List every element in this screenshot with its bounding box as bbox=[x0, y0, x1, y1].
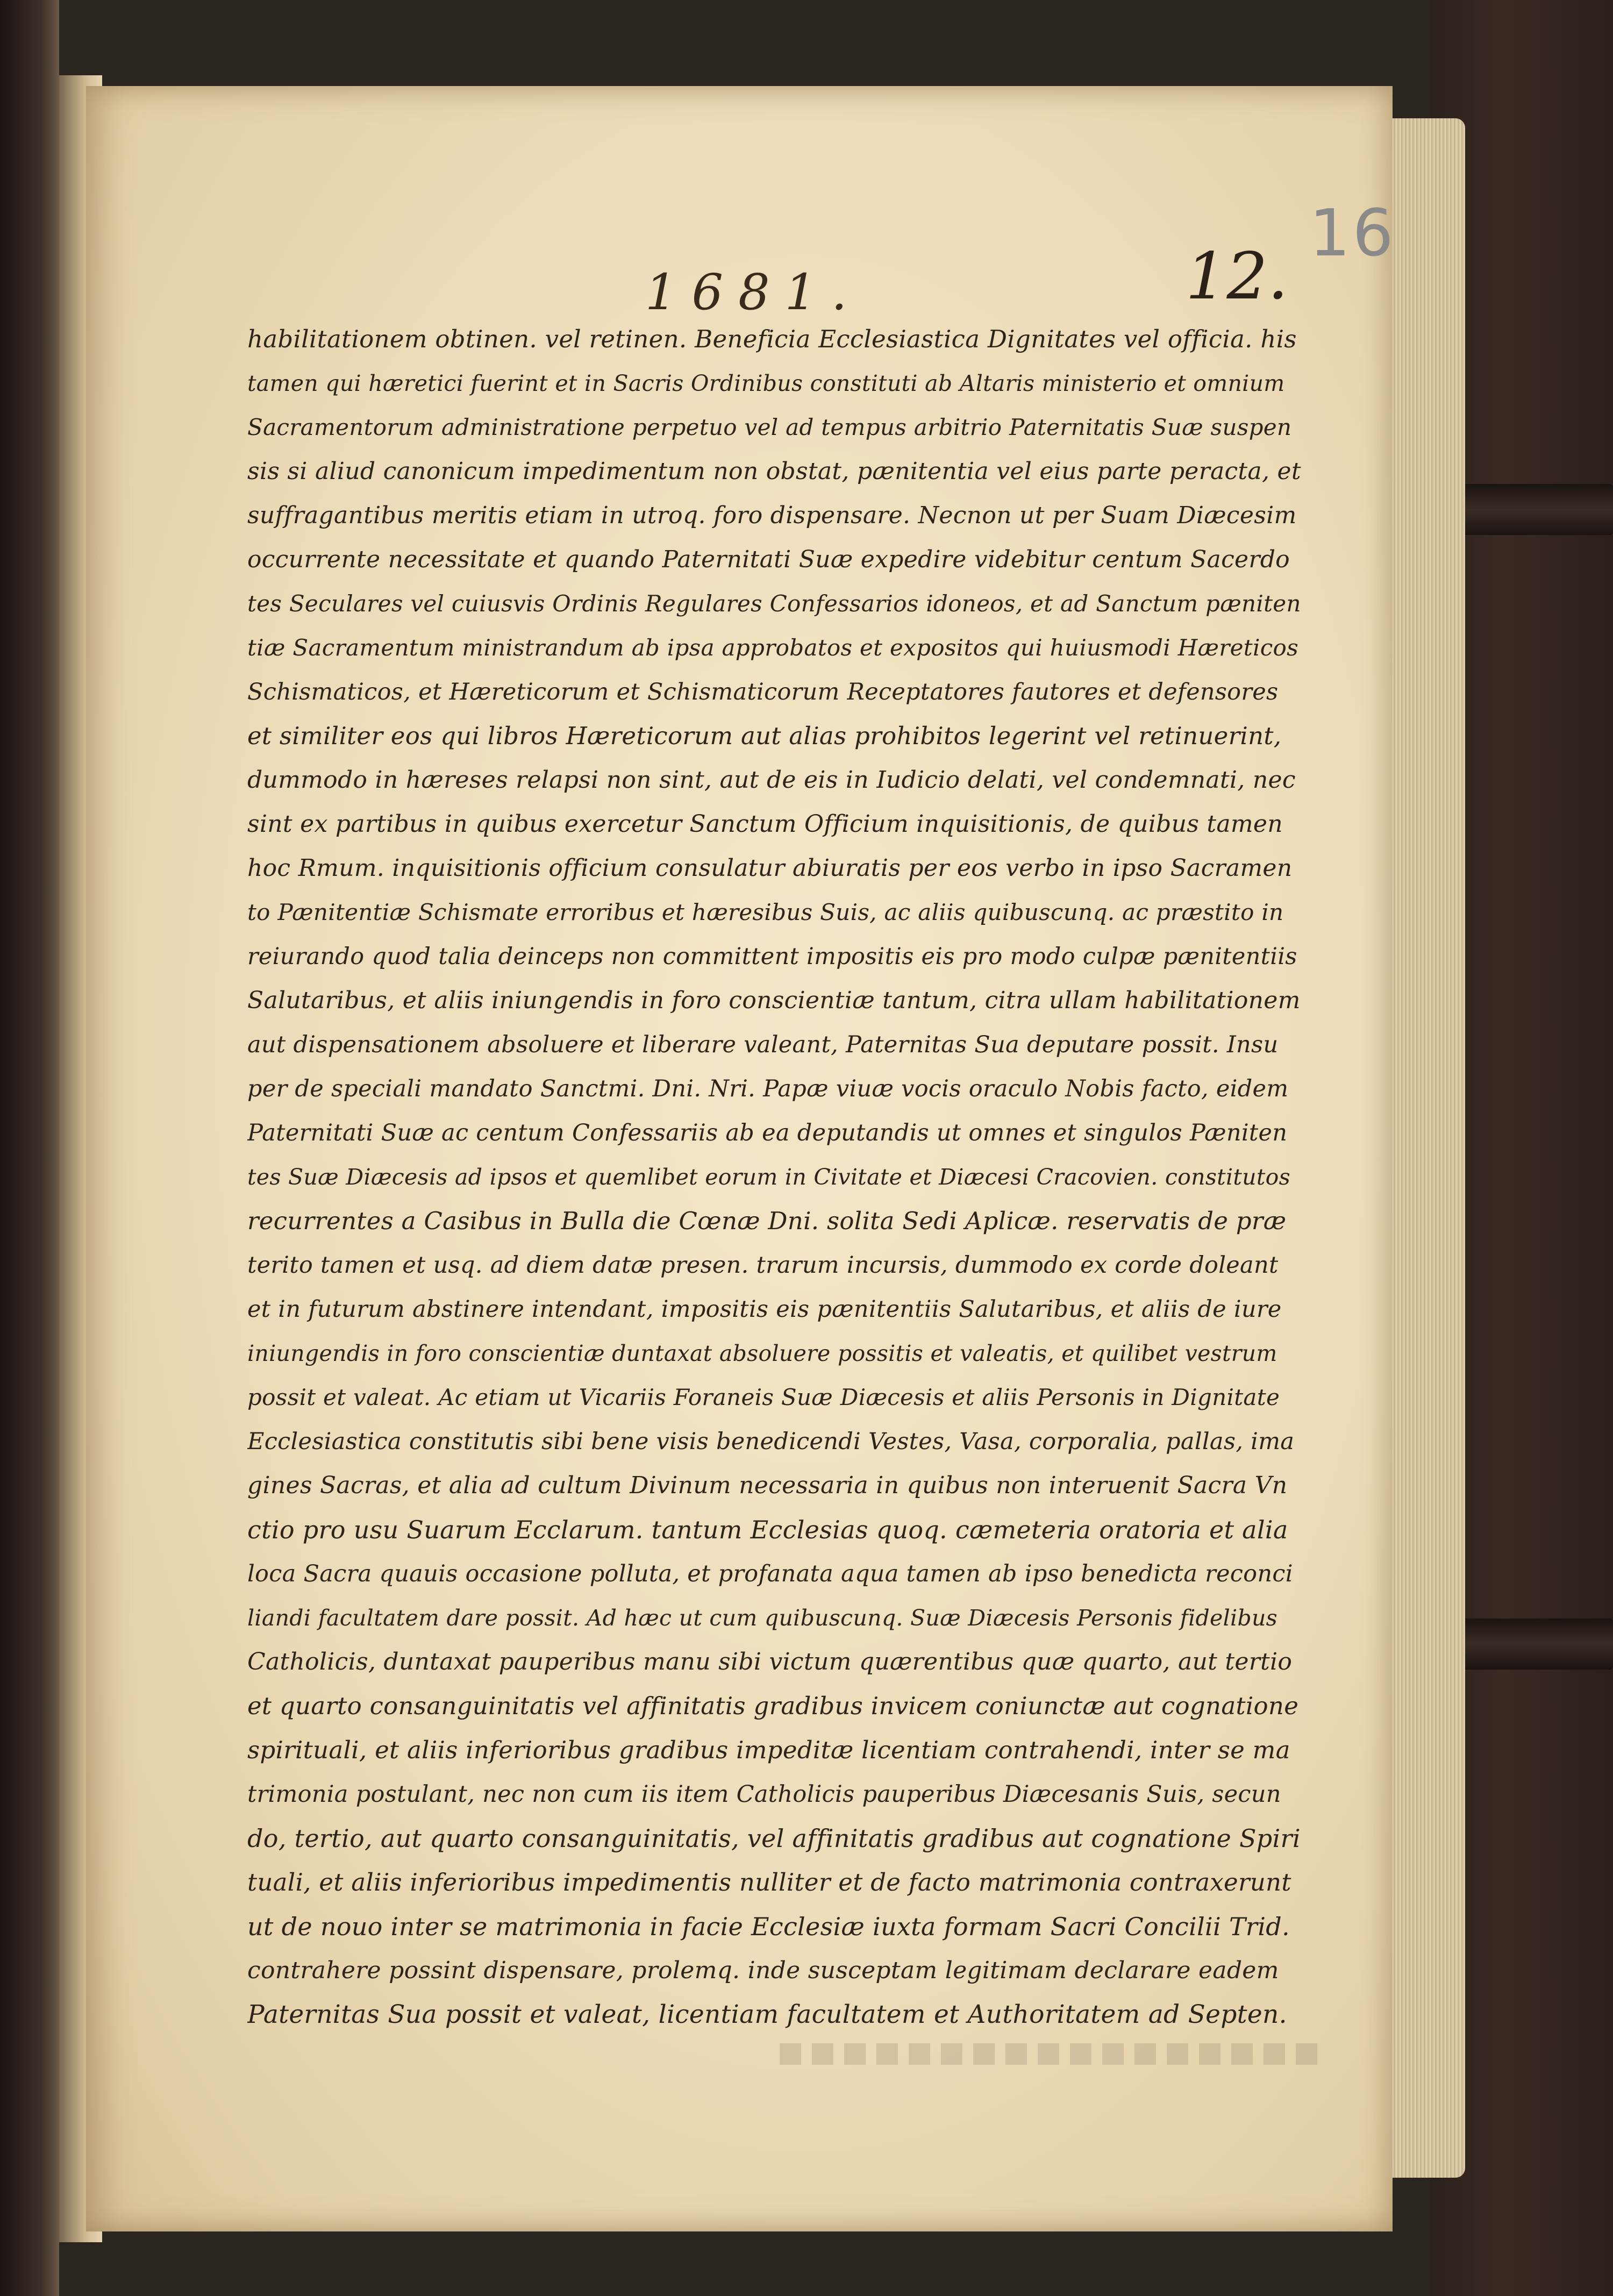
text-line: spirituali, et aliis inferioribus gradibus impeditæ licentiam contrahendi, inter se ma bbox=[247, 1736, 1290, 1764]
text-line: Ecclesiastica constitutis sibi bene visis benedicendi Vestes, Vasa, corporalia, pallas, ima bbox=[247, 1428, 1295, 1455]
text-line: tuali, et aliis inferioribus impedimentis nulliter et de facto matrimonia contraxerunt bbox=[247, 1868, 1291, 1896]
text-line: habilitationem obtinen. vel retinen. Beneficia Ecclesiastica Dignitates vel officia. his bbox=[247, 325, 1297, 353]
text-line: tes Seculares vel cuiusvis Ordinis Regulares Confessarios idoneos, et ad Sanctum pæniten bbox=[247, 590, 1301, 617]
text-line: Sacramentorum administratione perpetuo vel ad tempus arbitrio Paternitatis Suæ suspen bbox=[247, 414, 1292, 440]
text-line: Schismaticos, et Hæreticorum et Schismaticorum Receptatores fautores et defensores bbox=[247, 679, 1279, 705]
text-line: reiurando quod talia deinceps non committent impositis eis pro modo culpæ pænitentiis bbox=[247, 943, 1297, 970]
text-line: do, tertio, aut quarto consanguinitatis, vel affinitatis gradibus aut cognatione Spiri bbox=[247, 1824, 1301, 1853]
text-line: contrahere possint dispensare, prolemq. inde susceptam legitimam declarare eadem bbox=[247, 1957, 1279, 1984]
text-line: terito tamen et usq. ad diem datæ presen. trarum incursis, dummodo ex corde doleant bbox=[247, 1252, 1279, 1279]
text-line: suffragantibus meritis etiam in utroq. foro dispensare. Necnon ut per Suam Diæcesim bbox=[247, 502, 1297, 529]
text-line: tes Suæ Diæcesis ad ipsos et quemlibet eorum in Civitate et Diæcesi Cracovien. constitutos bbox=[247, 1164, 1290, 1190]
text-line: Paternitati Suæ ac centum Confessariis ab ea deputandis ut omnes et singulos Pæniten bbox=[247, 1120, 1288, 1146]
show-through-marks bbox=[780, 2043, 1317, 2065]
text-line: occurrente necessitate et quando Paternitati Suæ expedire videbitur centum Sacerdo bbox=[247, 546, 1290, 573]
text-line: iniungendis in foro conscientiæ duntaxat absoluere possitis et valeatis, et quilibet vestrum bbox=[247, 1340, 1277, 1366]
text-line: et similiter eos qui libros Hæreticorum aut alias prohibitos legerint vel retinuerint, bbox=[247, 722, 1282, 750]
page-year-heading: 1681. bbox=[645, 263, 862, 321]
text-line: hoc Rmum. inquisitionis officium consulatur abiuratis per eos verbo in ipso Sacramen bbox=[247, 854, 1293, 882]
text-line: ctio pro usu Suarum Ecclarum. tantum Ecclesias quoq. cæmeteria oratoria et alia bbox=[247, 1515, 1288, 1544]
text-line: aut dispensationem absoluere et liberare valeant, Paternitas Sua deputare possit. Insu bbox=[247, 1031, 1279, 1058]
text-line: per de speciali mandato Sanctmi. Dni. Nri. Papæ viuæ vocis oraculo Nobis facto, eidem bbox=[247, 1075, 1289, 1102]
book-cover-left bbox=[0, 0, 59, 2296]
text-line: liandi facultatem dare possit. Ad hæc ut cum quibuscunq. Suæ Diæcesis Personis fidelibus bbox=[247, 1605, 1278, 1631]
page-number: 12. bbox=[1186, 239, 1288, 314]
text-line: tamen qui hæretici fuerint et in Sacris Ordinibus constituti ab Altaris ministerio et omnium bbox=[247, 370, 1285, 396]
text-line: Paternitas Sua possit et valeat, licentiam facultatem et Authoritatem ad Septen. bbox=[247, 2000, 1287, 2029]
text-line: loca Sacra quauis occasione polluta, et profanata aqua tamen ab ipso benedicta reconci bbox=[247, 1560, 1293, 1587]
text-line: tiæ Sacramentum ministrandum ab ipsa approbatos et expositos qui huiusmodi Hæreticos bbox=[247, 634, 1298, 661]
manuscript-text bbox=[247, 317, 1301, 2037]
book-clasp-lower bbox=[1462, 1618, 1613, 1670]
folio-number-pencil: 16 bbox=[1309, 196, 1396, 271]
book-clasp-upper bbox=[1462, 484, 1613, 535]
text-line: dummodo in hæreses relapsi non sint, aut de eis in Iudicio delati, vel condemnati, nec bbox=[247, 766, 1296, 794]
text-line: gines Sacras, et alia ad cultum Divinum necessaria in quibus non interuenit Sacra Vn bbox=[247, 1472, 1288, 1499]
manuscript-page bbox=[86, 86, 1396, 2231]
text-line: trimonia postulant, nec non cum iis item Catholicis pauperibus Diæcesanis Suis, secun bbox=[247, 1781, 1281, 1808]
text-line: Catholicis, duntaxat pauperibus manu sibi victum quærentibus quæ quarto, aut tertio bbox=[247, 1648, 1293, 1675]
text-line: Salutaribus, et aliis iniungendis in foro conscientiæ tantum, citra ullam habilitationem bbox=[247, 987, 1301, 1014]
text-line: to Pænitentiæ Schismate erroribus et hæresibus Suis, ac aliis quibuscunq. ac præstito in bbox=[247, 899, 1284, 925]
text-line: recurrentes a Casibus in Bulla die Cœnæ Dni. solita Sedi Aplicæ. reservatis de præ bbox=[247, 1207, 1287, 1235]
text-line: et quarto consanguinitatis vel affinitatis gradibus invicem coniunctæ aut cognatione bbox=[247, 1692, 1299, 1720]
text-line: possit et valeat. Ac etiam ut Vicariis Foraneis Suæ Diæcesis et aliis Personis in Dignitate bbox=[247, 1384, 1280, 1410]
text-line: sint ex partibus in quibus exercetur Sanctum Officium inquisitionis, de quibus tamen bbox=[247, 810, 1283, 838]
text-line: sis si aliud canonicum impedimentum non obstat, pænitentia vel eius parte peracta, et bbox=[247, 458, 1301, 485]
text-line: ut de nouo inter se matrimonia in facie Ecclesiæ iuxta formam Sacri Concilii Trid. bbox=[247, 1912, 1290, 1941]
text-line: et in futurum abstinere intendant, impositis eis pænitentiis Salutaribus, et aliis de iure bbox=[247, 1296, 1282, 1323]
